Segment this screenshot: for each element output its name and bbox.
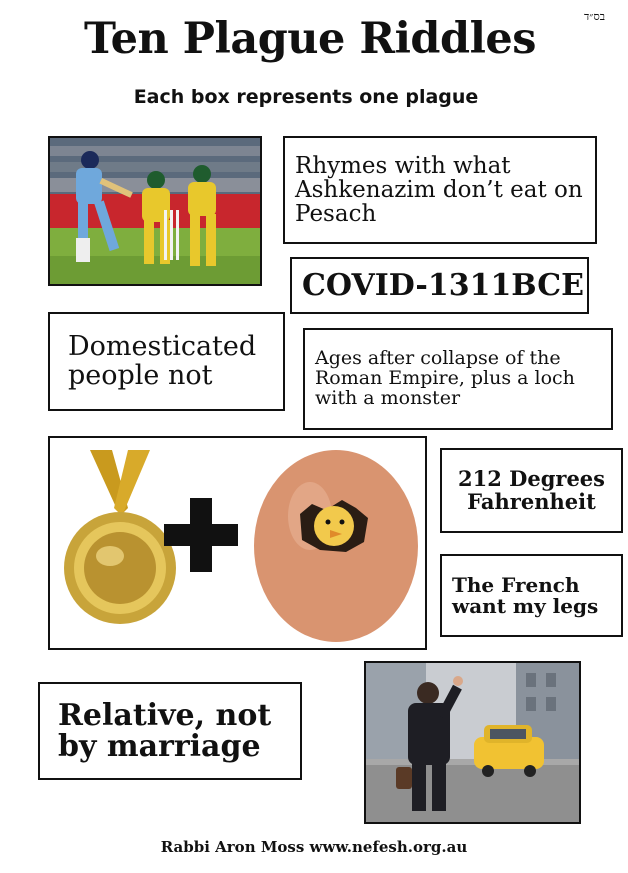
clue-covid: COVID-1311BCE (302, 267, 584, 303)
clue-rhymes: Rhymes with what Ashkenazim don’t eat on Pesach (295, 152, 583, 228)
cricket-picture-box (48, 136, 262, 286)
clue-french-box (440, 554, 623, 637)
clue-relative: Relative, not by marriage (58, 697, 272, 764)
clue-domesticated: Domesticated people not (68, 331, 257, 391)
clue-ages: Ages after collapse of the Roman Empire, plus a loch with a monster (315, 347, 575, 409)
footer-credit: Rabbi Aron Moss www.nefesh.org.au (160, 838, 468, 856)
clue-domesticated-box (48, 312, 285, 411)
taxi-picture-box (364, 661, 581, 824)
clue-french: The French want my legs (452, 572, 599, 618)
gold-medal-plus-hatching-chick (50, 438, 425, 648)
clue-degrees-box (440, 448, 623, 533)
page-title: Ten Plague Riddles (84, 14, 536, 64)
page-subtitle: Each box represents one plague (133, 86, 479, 108)
clue-covid-box (290, 257, 589, 314)
cricket-photo (50, 138, 260, 284)
clue-ages-box (303, 328, 613, 430)
clue-degrees: 212 Degrees Fahrenheit (457, 466, 605, 514)
clue-relative-box (38, 682, 302, 780)
medal-egg-picture-box (48, 436, 427, 650)
corner-mark: בס״ד (584, 10, 606, 23)
man-hailing-taxi-photo (366, 663, 579, 822)
clue-rhymes-box (283, 136, 597, 244)
